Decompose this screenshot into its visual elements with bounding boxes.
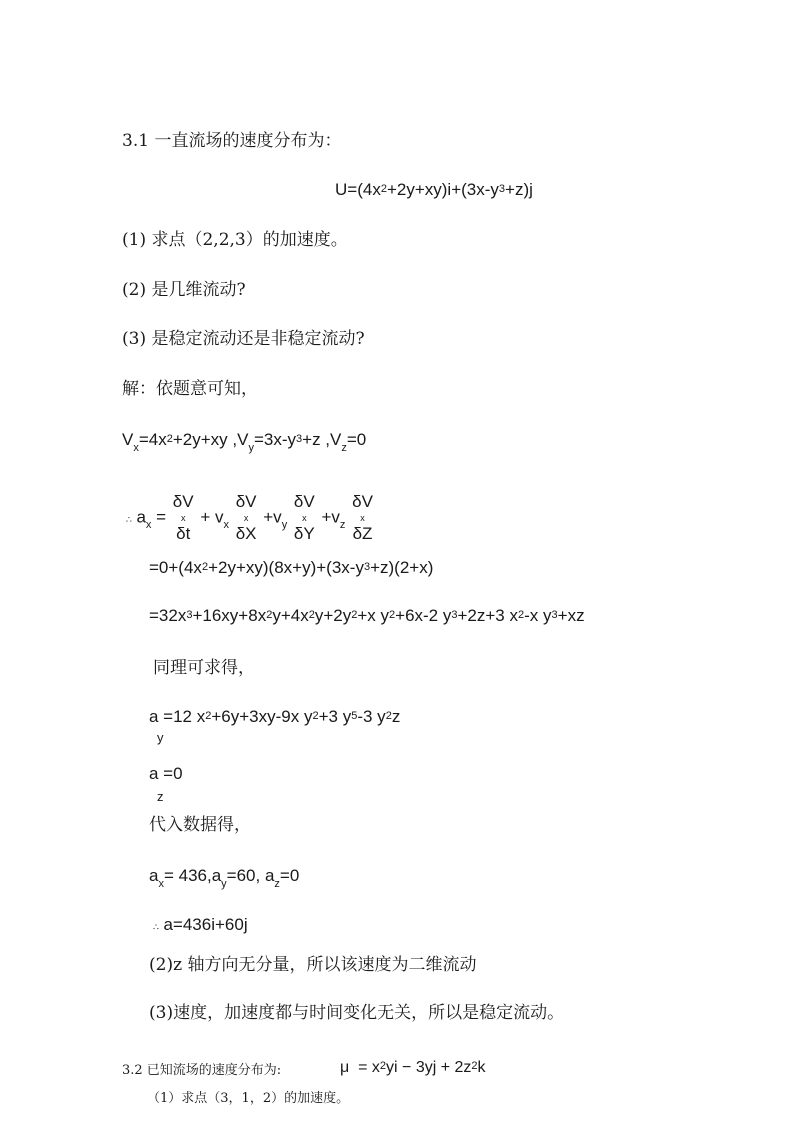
ay-subscript: y [157,730,164,745]
substitute-text: 代入数据得， [149,815,251,835]
problem-3-2-title: 3.2 已知流场的速度分布为: [122,1063,282,1078]
ax-expansion-line-2: =32x3+16xy+8x2y+4x2y+2y2+x y2+6x-2 y3+2z+3 x2-x y3+xz [149,606,585,625]
solution-intro: 解：依题意可知， [122,379,258,399]
ay-equation: a =12 x2+6y+3xy-9x y2+3 y5-3 y2z [149,707,401,726]
problem-3-2-question-1: （1）求点（3，1，2）的加速度。 [147,1091,350,1106]
question-2: (2) 是几维流动? [122,280,246,300]
similarly-text: 同理可求得， [153,658,255,678]
answer-3: (3)速度，加速度都与时间变化无关，所以是稳定流动。 [149,1003,565,1023]
problem-3-2-velocity: μ = x2yi − 3yj + 2z2k [340,1059,486,1076]
question-1: (1) 求点（2,2,3）的加速度。 [122,230,348,250]
question-3: (3) 是稳定流动还是非稳定流动? [122,329,365,349]
acceleration-values: $a_x= 436,a_y=60$, $a_z=0$ [149,866,300,890]
ax-definition: ∴ $a_x$ = δV x δt + $v_x$ δV x δX $+v_y$ δV x δY $+v_z$ δV x δZ [126,492,373,543]
az-equation: a =0 [149,764,183,783]
answer-2: (2)z 轴方向无分量，所以该速度为二维流动 [149,955,477,975]
velocity-equation: U=(4x2+2y+xy)i+(3x-y3+z)j [335,180,533,199]
az-subscript: z [157,789,164,804]
ax-expansion-line-1: =0+(4x2+2y+xy)(8x+y)+(3x-y3+z)(2+x) [149,558,434,577]
acceleration-result: ∴ a=436i+60j [153,915,248,934]
problem-3-1-title: 3.1 一直流场的速度分布为： [122,131,342,151]
velocity-components: $V_x=4x2+2y+xy$ $,V_y=3x-y3+z$ $,V_z=0$ [122,430,367,454]
